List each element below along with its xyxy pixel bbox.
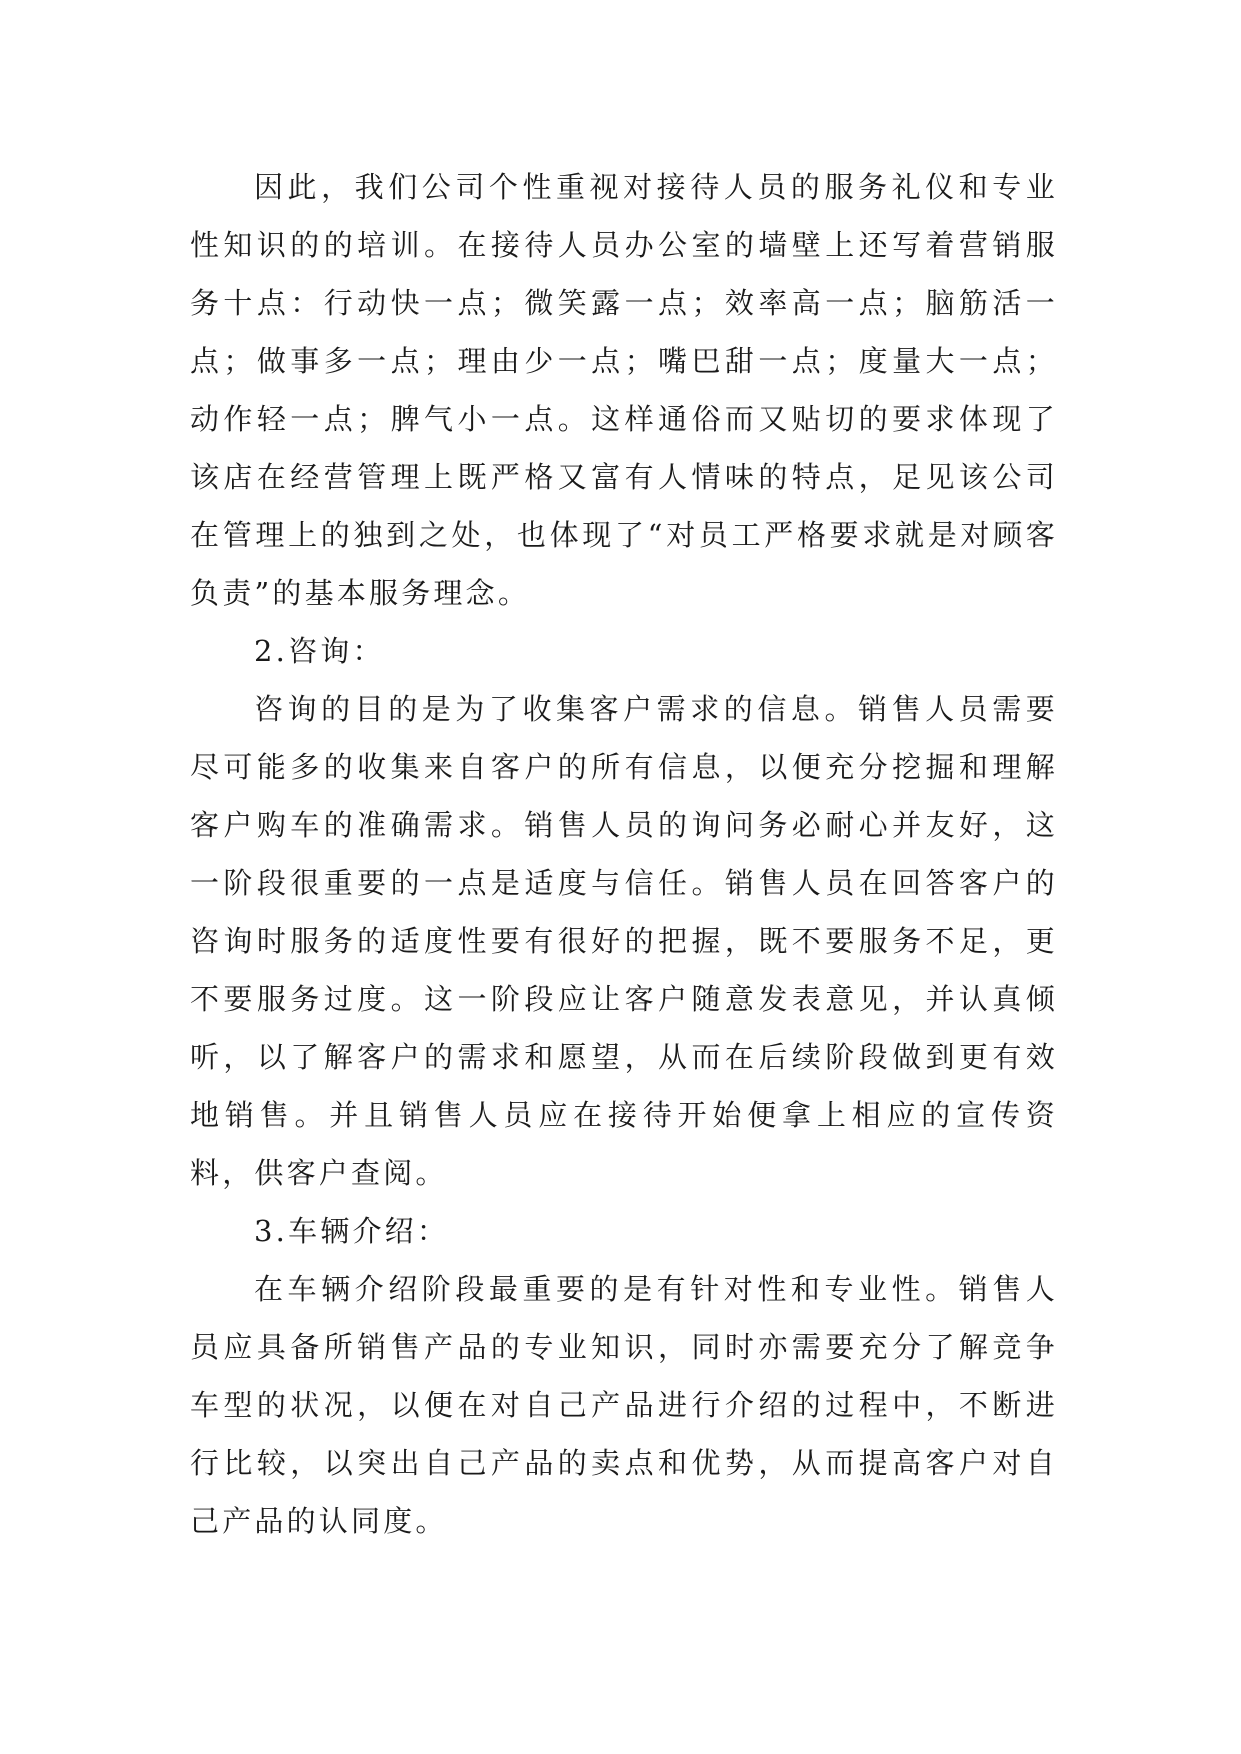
heading-consultation: 2.咨询： <box>254 634 385 668</box>
paragraph-reception-etiquette: 因此，我们公司个性重视对接待人员的服务礼仪和专业性知识的的培训。在接待人员办公室的墙壁上还写着营销服务十点：行动快一点；微笑露一点；效率高一点；脑筋活一点；做事多一点；理由少一点；嘴巴甜一点；度量大一点；动作轻一点；脾气小一点。这样通俗而又贴切的要求体现了该店在经营管理上既严格又富有人情味的特点，足见该公司在管理上的独到之处，也体现了“对员工严格要求就是对顾客负责”的基本服务理念。 <box>190 170 1058 610</box>
heading-vehicle-introduction: 3.车辆介绍： <box>254 1214 450 1248</box>
paragraph-consultation: 咨询的目的是为了收集客户需求的信息。销售人员需要尽可能多的收集来自客户的所有信息，以便充分挖掘和理解客户购车的准确需求。销售人员的询问务必耐心并友好，这一阶段很重要的一点是适度与信任。销售人员在回答客户的咨询时服务的适度性要有很好的把握，既不要服务不足，更不要服务过度。这一阶段应让客户随意发表意见，并认真倾听，以了解客户的需求和愿望，从而在后续阶段做到更有效地销售。并且销售人员应在接待开始便拿上相应的宣传资料，供客户查阅。 <box>190 692 1058 1190</box>
document-body <box>190 158 1058 1550</box>
paragraph-vehicle-introduction: 在车辆介绍阶段最重要的是有针对性和专业性。销售人员应具备所销售产品的专业知识，同时亦需要充分了解竞争车型的状况，以便在对自己产品进行介绍的过程中，不断进行比较，以突出自己产品的卖点和优势，从而提高客户对自己产品的认同度。 <box>190 1272 1058 1538</box>
